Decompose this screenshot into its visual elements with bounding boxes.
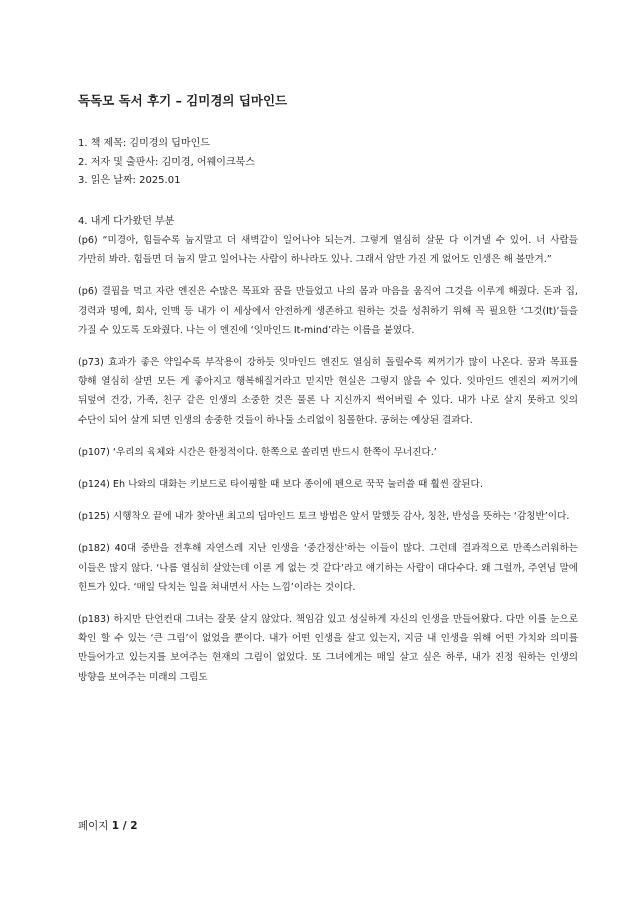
quote-paragraph: (p182) 40대 중반을 전후해 자연스레 지난 인생을 ‘중간정산’하는 이들이 많다. 그런데 결과적으로 만족스러워하는 이들은 많지 않다. ‘나름 열심히 살았는데 이룬 게 없는 것 같다’라고 얘기하는 사람이 대다수다. 왜 그럴까, 주연님 말에 힌트가 있다. ‘매일 닥치는 일을 쳐내면서 사는 느낌’이라는 것이다. xyxy=(78,543,578,593)
quote-paragraph: (p107) ‘우리의 육체와 시간은 한정적이다. 한쪽으로 쏠리면 반드시 한쪽이 무너진다.’ xyxy=(78,446,437,458)
document-title: 독독모 독서 후기 – 김미경의 딥마인드 xyxy=(78,93,288,108)
page-label: 페이지 xyxy=(78,820,109,832)
page-number: 1 / 2 xyxy=(111,820,138,832)
section-heading: 4. 내게 다가왔던 부분 xyxy=(78,215,175,227)
quote-paragraph: (p6) “미경아, 힘들수록 눕지말고 더 새벽같이 일어나야 되는겨. 그렇게 열심히 살문 다 이겨낼 수 있어. 너 사람들 가만히 봐라. 힘들면 더 눕지 말고 일어나는 사람이 하나라도 있나. 그래서 암만 가진 게 없어도 인생은 해 볼만겨.” xyxy=(78,235,578,266)
quote-paragraph: (p124) Eh 나와의 대화는 키보드로 타이핑할 때 보다 종이에 펜으로 꾹꾹 눌러쓸 때 훨씬 잘된다. xyxy=(78,479,483,491)
page-footer xyxy=(78,818,138,833)
book-info-list xyxy=(78,135,578,191)
read-date-line: 3. 읽은 날짜: 2025.01 xyxy=(78,175,181,186)
book-title-line: 1. 책 제목: 김미경의 딥마인드 xyxy=(78,138,210,149)
quote-paragraph: (p183) 하지만 단언컨대 그녀는 잘못 살지 않았다. 책임감 있고 성실하게 자신의 인생을 만들어왔다. 다만 이를 눈으로 확인 할 수 있는 ‘큰 그림’이 없었을 뿐이다. 내가 어떤 인생을 살고 있는지, 지금 내 인생을 위해 어떤 가치와 의미를 만들어가고 있는지를 보여주는 현재의 그림이 없었다. 또 그녀에게는 매일 살고 싶은 하루, 내가 진정 원하는 인생의 방향을 보여주는 미래의 그림도 xyxy=(78,614,578,683)
quote-paragraph: (p6) 결핍을 먹고 자란 엔진은 수많은 목표와 꿈을 만들었고 나의 몸과 마음을 움직여 그것을 이루게 해줬다. 돈과 집, 경력과 명예, 회사, 인맥 등 내가 이 세상에서 안전하게 생존하고 원하는 것을 성취하기 위해 꼭 필요한 ‘그것(It)’들을 가질 수 있도록 도와줬다. 나는 이 엔진에 ‘잇마인드 It-mind’라는 이름을 붙였다. xyxy=(78,286,578,336)
author-publisher-line: 2. 저자 및 출판사: 김미경, 어웨이크북스 xyxy=(78,156,255,168)
quote-paragraph: (p125) 시행착오 끝에 내가 찾아낸 최고의 딥마인드 토크 방법은 앞서 말했듯 감사, 칭찬, 반성을 뜻하는 ‘감칭반’이다. xyxy=(78,511,570,523)
quote-paragraph: (p73) 효과가 좋은 약일수록 부작용이 강하듯 잇마인드 엔진도 열심히 돌릴수록 찌꺼기가 많이 나온다. 꿈과 목표를 향해 열심히 살면 모든 게 좋아지고 행복해질거라고 믿지만 현실은 그렇지 않을 수 있다. 잇마인드 엔진의 찌꺼기에 뒤덮여 건강, 가족, 친구 같은 인생의 소중한 것은 물론 나 지신까지 썩어버릴 수 있다. 내가 나로 살지 못하고 잇의 수단이 되어 살게 되면 인생의 송중한 것들이 하나둘 소리없이 침몰한다. 공허는 예상된 결과다. xyxy=(78,357,578,426)
